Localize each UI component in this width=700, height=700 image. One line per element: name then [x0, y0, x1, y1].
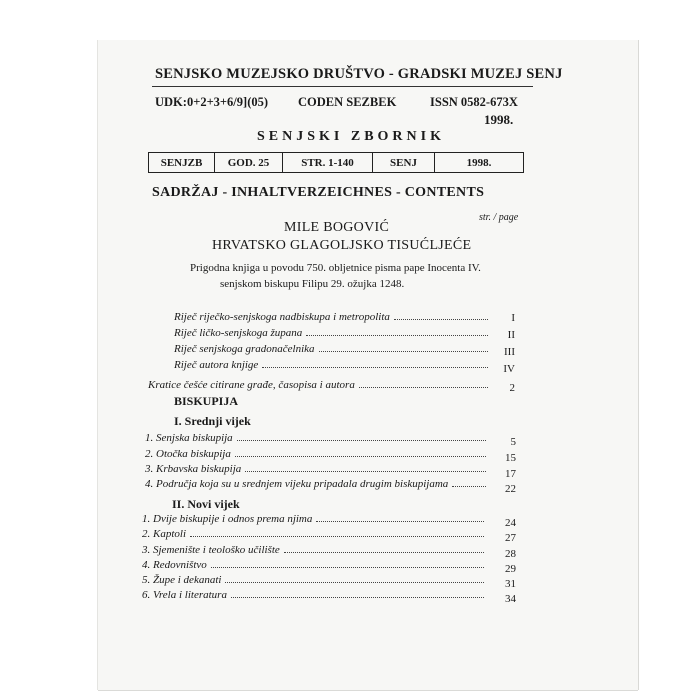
toc-entry-page: 22	[505, 483, 516, 495]
toc-entry-abbreviations	[148, 379, 492, 391]
leader-dots	[190, 536, 484, 537]
book-title: HRVATSKO GLAGOLJSKO TISUĆLJEĆE	[212, 238, 472, 253]
leader-dots	[211, 567, 484, 568]
book-subtitle-line2: senjskom biskupu Filipu 29. ožujka 1248.	[220, 278, 405, 290]
leader-dots	[262, 367, 488, 368]
leader-dots	[237, 440, 486, 441]
toc-entry-page: 28	[505, 548, 516, 560]
toc-entry-page: 29	[505, 563, 516, 575]
toc-entry	[142, 513, 488, 525]
leader-dots	[231, 597, 484, 598]
toc-entry-page: 2	[509, 382, 515, 394]
toc-entry	[145, 448, 490, 460]
leader-dots	[235, 456, 486, 457]
toc-entry-page: 17	[505, 468, 516, 480]
leader-dots	[359, 387, 488, 388]
toc-entry-label: 3. Sjemenište i teološko učilište	[142, 544, 280, 556]
leader-dots	[319, 351, 488, 352]
toc-entry-page: 31	[505, 578, 516, 590]
toc-entry-label: 2. Kaptoli	[142, 528, 187, 540]
toc-entry-label: 4. Područja koja su u srednjem vijeku pripadala drugim biskupijama	[145, 478, 449, 490]
journal-info-table	[148, 152, 524, 173]
toc-entry-label: 2. Otočka biskupija	[145, 448, 231, 460]
toc-entry-page: II	[507, 329, 515, 341]
table-cell-volume: GOD. 25	[215, 153, 283, 172]
table-cell-place: SENJ	[373, 153, 435, 172]
book-subtitle-line1: Prigodna knjiga u povodu 750. obljetnice pisma pape Inocenta IV.	[190, 262, 481, 274]
toc-entry-label: 6. Vrela i literatura	[142, 589, 227, 601]
toc-entry-label: 3. Krbavska biskupija	[145, 463, 242, 475]
section-title-modern: II. Novi vijek	[172, 497, 240, 511]
page-column-label: str. / page	[479, 212, 519, 223]
toc-entry	[142, 559, 488, 571]
toc-entry	[174, 311, 492, 323]
issn-code: ISSN 0582-673X	[430, 95, 518, 109]
leader-dots	[225, 582, 484, 583]
table-cell-abbrev: SENJZB	[149, 153, 215, 172]
toc-entry-page: 24	[505, 517, 516, 529]
toc-entry-page: 5	[510, 436, 516, 448]
header-rule	[152, 86, 533, 87]
toc-entry	[142, 528, 488, 540]
table-cell-pages: STR. 1-140	[283, 153, 373, 172]
toc-entry	[145, 478, 490, 490]
book-author: MILE BOGOVIĆ	[284, 220, 390, 235]
toc-entry-label: Riječ riječko-senjskoga nadbiskupa i metropolita	[174, 311, 390, 323]
journal-title: SENJSKI ZBORNIK	[257, 129, 445, 144]
toc-entry-label: Riječ autora knjige	[174, 359, 259, 371]
toc-entry-label: Riječ senjskoga gradonačelnika	[174, 343, 315, 355]
leader-dots	[394, 319, 488, 320]
toc-entry	[142, 589, 488, 601]
contents-heading: SADRŽAJ - INHALTVERZEICHNES - CONTENTS	[152, 185, 485, 200]
table-cell-year: 1998.	[466, 156, 492, 169]
leader-dots	[284, 552, 484, 553]
toc-entry-label: 1. Senjska biskupija	[145, 432, 233, 444]
toc-entry-page: 27	[505, 532, 516, 544]
leader-dots	[306, 335, 488, 336]
leader-dots	[452, 486, 486, 487]
udk-code: UDK:0+2+3+6/9](05)	[155, 95, 269, 109]
toc-entry	[142, 574, 488, 586]
toc-entry-page: 15	[505, 452, 516, 464]
publisher-header: SENJSKO MUZEJSKO DRUŠTVO - GRADSKI MUZEJ SENJ	[155, 66, 563, 82]
leader-dots	[316, 521, 484, 522]
toc-entry	[174, 343, 492, 355]
toc-entry-label: Kratice češće citirane građe, časopisa i autora	[148, 379, 355, 391]
toc-entry	[174, 359, 492, 371]
toc-entry	[142, 544, 488, 556]
toc-entry-label: 5. Župe i dekanati	[142, 574, 222, 586]
coden-code: CODEN SEZBEK	[298, 95, 397, 109]
toc-entry-page: 34	[505, 593, 516, 605]
toc-entry-page: III	[504, 346, 515, 358]
toc-entry-page: IV	[503, 363, 515, 375]
toc-entry-label: 4. Redovništvo	[142, 559, 207, 571]
toc-entry	[174, 327, 492, 339]
toc-entry-label: Riječ ličko-senjskoga župana	[174, 327, 303, 339]
toc-entry	[145, 463, 490, 475]
toc-entry	[145, 432, 490, 444]
toc-entry-page: I	[511, 312, 515, 324]
publication-year: 1998.	[484, 112, 514, 127]
part-heading: BISKUPIJA	[174, 394, 239, 408]
leader-dots	[245, 471, 486, 472]
toc-entry-label: 1. Dvije biskupije i odnos prema njima	[142, 513, 313, 525]
section-title-medieval: I. Srednji vijek	[174, 414, 251, 428]
